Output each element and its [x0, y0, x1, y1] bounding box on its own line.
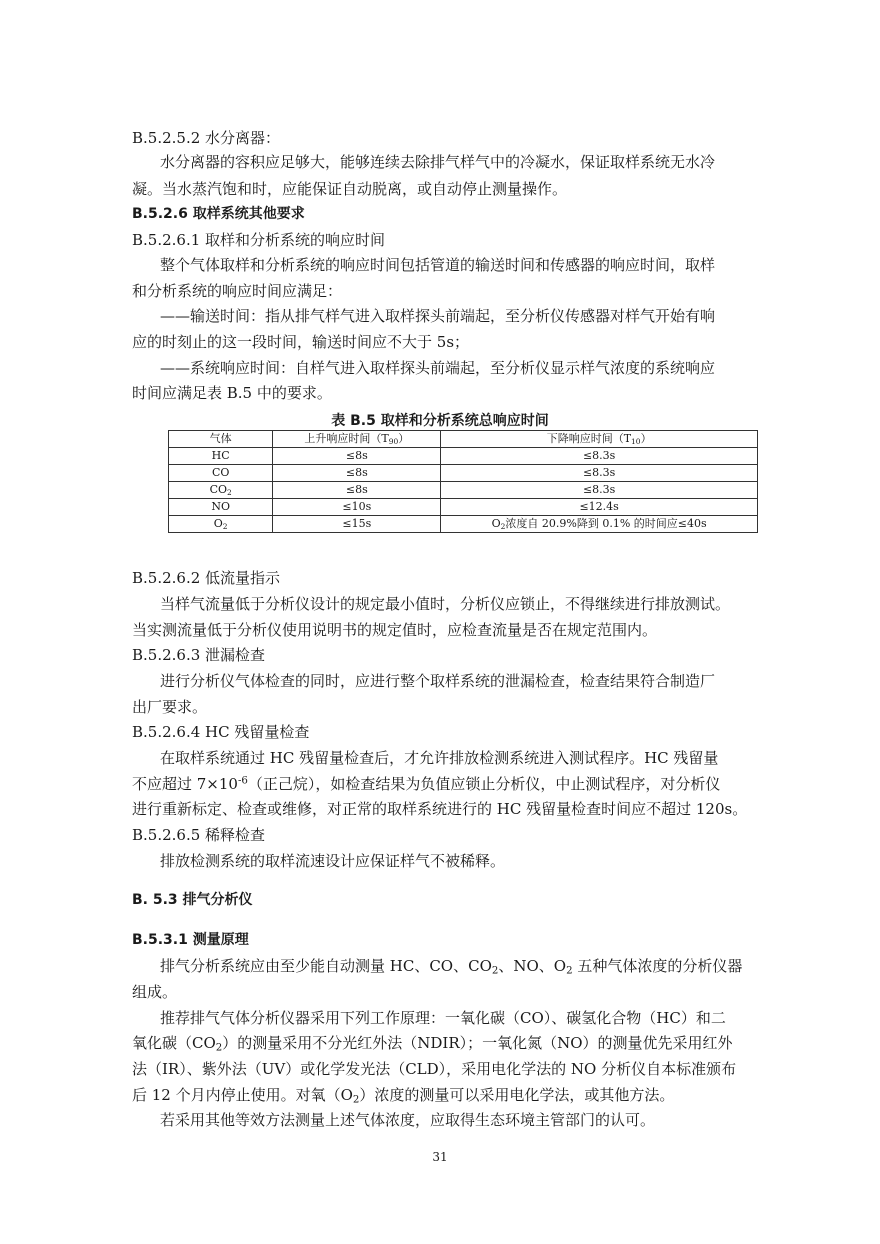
section-heading-b53-1: B.5.3.1 测量原理 — [132, 932, 249, 948]
table-row — [169, 448, 758, 465]
cell-gas: HC — [169, 448, 273, 465]
cell-gas: $CO_2$ — [169, 482, 273, 499]
table-row — [169, 516, 758, 533]
cell-rise: ≤8s — [273, 465, 441, 482]
list-item-response-time: ——系统响应时间：自样气进入取样探头前端起，至分析仪显示样气浓度的系统响应 — [160, 359, 716, 377]
cell-fall: $O_2$浓度自 20.9%降到 0.1% 的时间应≤40s — [441, 516, 758, 533]
section-heading-b53: B. 5.3 排气分析仪 — [132, 892, 253, 908]
cell-rise: ≤15s — [273, 516, 441, 533]
list-item-response-time-cont: 时间应满足表 B.5 中的要求。 — [132, 384, 332, 402]
paragraph-line: 当实测流量低于分析仪使用说明书的规定值时，应检查流量是否在规定范围内。 — [132, 621, 658, 639]
page-number: 31 — [432, 1150, 448, 1164]
section-heading-b52-6-2: B.5.2.6.2 低流量指示 — [132, 569, 281, 587]
paragraph-line: 出厂要求。 — [132, 698, 208, 716]
header-gas: 气体 — [169, 431, 273, 448]
paragraph-line: 推荐排气气体分析仪器采用下列工作原理：一氧化碳（CO）、碳氢化合物（HC）和二 — [160, 1009, 726, 1027]
paragraph-line: 排气分析系统应由至少能自动测量 HC、CO、$CO_2$、NO、$O_2$ 五种气体浓度的分析仪器 — [160, 957, 743, 977]
paragraph-line: 法（IR）、紫外法（UV）或化学发光法（CLD），采用电化学法的 NO 分析仪自本标准颁布 — [132, 1060, 737, 1078]
paragraph-line: 和分析系统的响应时间应满足： — [132, 282, 343, 300]
table-caption: 表 B.5 取样和分析系统总响应时间 — [331, 413, 549, 429]
table-row — [169, 499, 758, 516]
section-heading-b52-6: B.5.2.6 取样系统其他要求 — [132, 206, 305, 222]
paragraph-line: 氧化碳$(CO_2)$的测量采用不分光红外法（NDIR）；一氧化氮（NO）的测量优先采用红外 — [132, 1034, 733, 1054]
table-header-row — [169, 431, 758, 448]
cell-gas: CO — [169, 465, 273, 482]
cell-fall: ≤8.3s — [441, 482, 758, 499]
section-heading-b52-6-3: B.5.2.6.3 泄漏检查 — [132, 646, 266, 664]
list-item-transport-time-cont: 应的时刻止的这一段时间，输送时间应不大于 5s； — [132, 333, 470, 351]
paragraph-line: 进行分析仪气体检查的同时，应进行整个取样系统的泄漏检查，检查结果符合制造厂 — [160, 672, 716, 690]
section-heading-b52-5-2: B.5.2.5.2 水分离器： — [132, 129, 281, 147]
paragraph-line: 整个气体取样和分析系统的响应时间包括管道的输送时间和传感器的响应时间，取样 — [160, 256, 716, 274]
header-fall-time: 下降响应时间$(T_{10})$ — [441, 431, 758, 448]
cell-rise: ≤10s — [273, 499, 441, 516]
table-row — [169, 465, 758, 482]
header-rise-time: 上升响应时间$(T_{90})$ — [273, 431, 441, 448]
cell-fall: ≤8.3s — [441, 448, 758, 465]
cell-rise: ≤8s — [273, 482, 441, 499]
cell-fall: ≤8.3s — [441, 465, 758, 482]
list-item-transport-time: ——输送时间：指从排气样气进入取样探头前端起，至分析仪传感器对样气开始有响 — [160, 307, 716, 325]
section-heading-b52-6-1: B.5.2.6.1 取样和分析系统的响应时间 — [132, 231, 386, 249]
paragraph-line: 水分离器的容积应足够大，能够连续去除排气样气中的冷凝水，保证取样系统无水冷 — [160, 153, 716, 171]
section-heading-b52-6-5: B.5.2.6.5 稀释检查 — [132, 826, 266, 844]
paragraph-line: 若采用其他等效方法测量上述气体浓度，应取得生态环境主管部门的认可。 — [160, 1111, 656, 1129]
paragraph-line: 组成。 — [132, 983, 178, 1001]
paragraph-line: 进行重新标定、检查或维修，对正常的取样系统进行的 HC 残留量检查时间应不超过 120s。 — [132, 800, 748, 818]
section-heading-b52-6-4: B.5.2.6.4 HC 残留量检查 — [132, 723, 310, 741]
paragraph-line: 不应超过 $7\times 10^{-6}$（正己烷），如检查结果为负值应锁止分析仪，中止测试程序，对分析仪 — [132, 775, 721, 793]
paragraph-line: 当样气流量低于分析仪设计的规定最小值时，分析仪应锁止，不得继续进行排放测试。 — [160, 595, 731, 613]
paragraph-line: 在取样系统通过 HC 残留量检查后，才允许排放检测系统进入测试程序。HC 残留量 — [160, 749, 719, 767]
cell-rise: ≤8s — [273, 448, 441, 465]
paragraph-line: 凝。当水蒸汽饱和时，应能保证自动脱离，或自动停止测量操作。 — [132, 180, 568, 198]
cell-gas: $O_2$ — [169, 516, 273, 533]
paragraph-line: 后 12 个月内停止使用。对氧$(O_2)$浓度的测量可以采用电化学法，或其他方法。 — [132, 1086, 675, 1106]
response-time-table — [168, 430, 758, 533]
cell-fall: ≤12.4s — [441, 499, 758, 516]
cell-gas: NO — [169, 499, 273, 516]
table-row — [169, 482, 758, 499]
paragraph-line: 排放检测系统的取样流速设计应保证样气不被稀释。 — [160, 852, 506, 870]
